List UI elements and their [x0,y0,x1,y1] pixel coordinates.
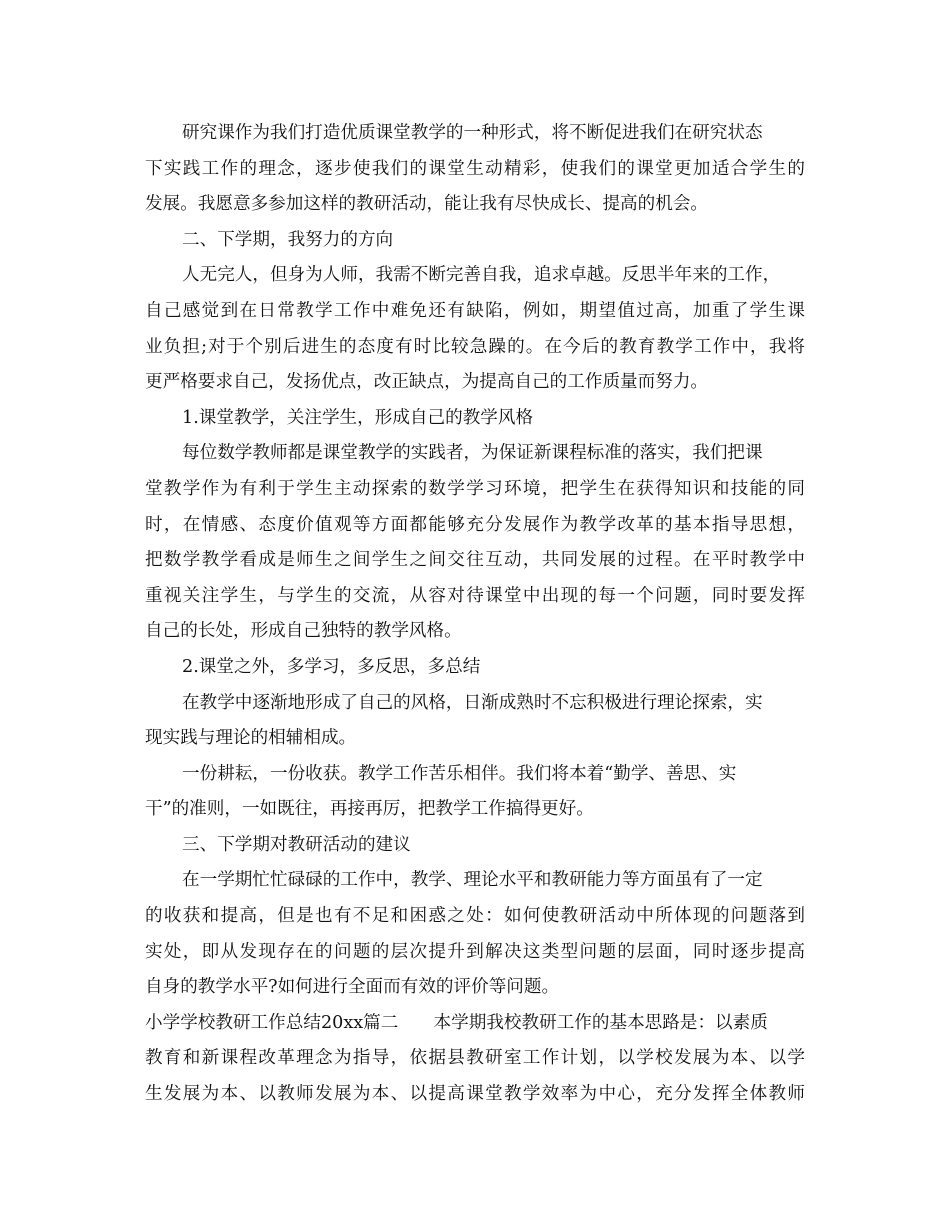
paragraph-line: 自身的教学水平?如何进行全面而有效的评价等问题。 [145,977,560,998]
paragraph-line: 现实践与理论的相辅相成。 [145,728,357,749]
paragraph-line: 更严格要求自己，发扬优点，改正缺点，为提高自己的工作质量而努力。 [145,372,709,393]
paragraph-line: 实处，即从发现存在的问题的层次提升到解决这类型问题的层面，同时逐步提高 [145,941,805,962]
paragraph-line: 时，在情感、态度价值观等方面都能够充分发展作为教学改革的基本指导思想， [145,514,805,535]
paragraph-line: 干”的准则，一如既往，再接再厉，把教学工作搞得更好。 [145,799,594,820]
subsection-heading: 2.课堂之外，多学习，多反思，多总结 [182,656,481,677]
section-heading: 二、下学期，我努力的方向 [182,229,394,250]
paragraph-line: 重视关注学生，与学生的交流，从容对待课堂中出现的每一个问题，同时要发挥 [145,585,805,606]
paragraph-line: 发展。我愿意多参加这样的教研活动，能让我有尽快成长、提高的机会。 [145,194,709,215]
paragraph-line: 自己感觉到在日常教学工作中难免还有缺陷，例如，期望值过高，加重了学生课 [145,300,805,321]
document-body [145,116,805,1113]
paragraph-line: 生发展为本、以教师发展为本、以提高课堂教学效率为中心，充分发挥全体教师 [145,1084,805,1105]
paragraph-line: 的收获和提高，但是也有不足和困惑之处：如何使教研活动中所体现的问题落到 [145,906,805,927]
paragraph-line: 业负担;对于个别后进生的态度有时比较急躁的。在今后的教育教学工作中，我将 [145,336,805,357]
paragraph-line: 教育和新课程改革理念为指导，依据县教研室工作计划，以学校发展为本、以学 [145,1048,805,1069]
paragraph-line: 一份耕耘，一份收获。教学工作苦乐相伴。我们将本着“勤学、善思、实 [182,763,737,784]
subsection-heading: 1.课堂教学，关注学生，形成自己的教学风格 [182,407,534,428]
paragraph-line: 自己的长处，形成自己独特的教学风格。 [145,621,462,642]
section-heading: 三、下学期对教研活动的建议 [182,834,411,855]
paragraph-line: 研究课作为我们打造优质课堂教学的一种形式，将不断促进我们在研究状态 [182,123,763,143]
document-title-line: 小学学校教研工作总结20xx篇二 本学期我校教研工作的基本思路是：以素质 [145,1012,768,1033]
paragraph-line: 在教学中逐渐地形成了自己的风格，日渐成熟时不忘积极进行理论探索，实 [182,692,763,713]
paragraph-line: 堂教学作为有利于学生主动探索的数学学习环境，把学生在获得知识和技能的同 [145,478,805,499]
paragraph-line: 在一学期忙忙碌碌的工作中，教学、理论水平和教研能力等方面虽有了一定 [182,870,763,891]
paragraph-line: 人无完人，但身为人师，我需不断完善自我，追求卓越。反思半年来的工作， [182,265,781,286]
paragraph-line: 每位数学教师都是课堂教学的实践者，为保证新课程标准的落实，我们把课 [182,443,763,464]
paragraph-line: 把数学教学看成是师生之间学生之间交往互动，共同发展的过程。在平时教学中 [145,550,805,571]
paragraph-line: 下实践工作的理念，逐步使我们的课堂生动精彩，使我们的课堂更加适合学生的 [145,158,805,179]
